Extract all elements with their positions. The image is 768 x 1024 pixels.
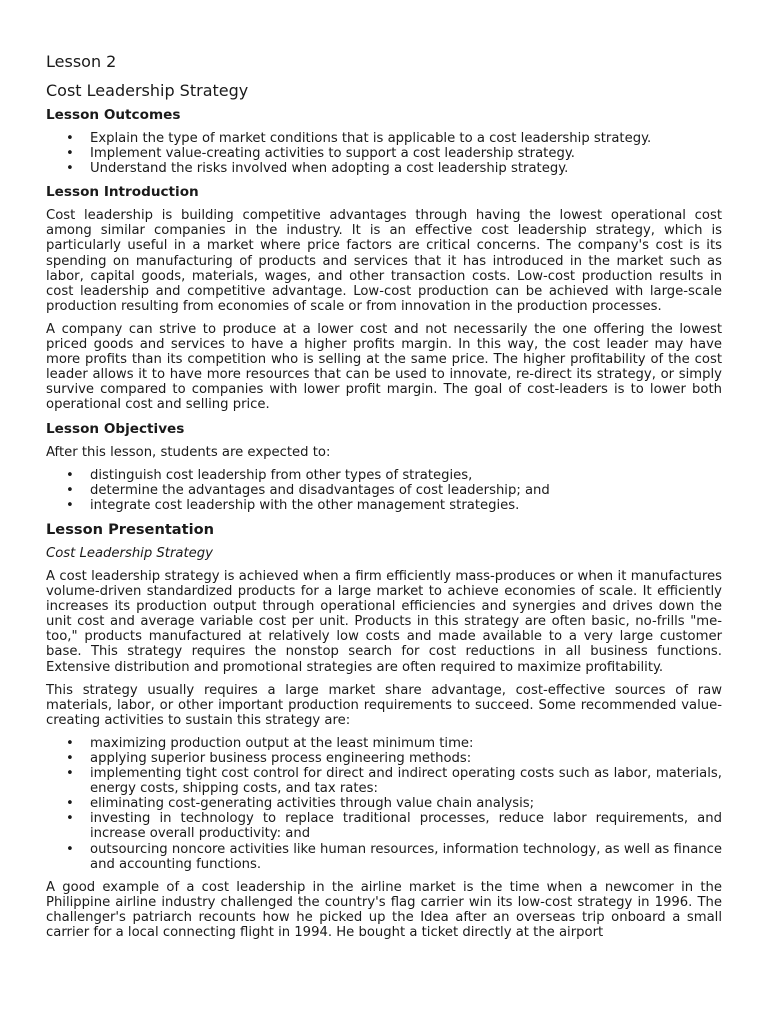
closing-paragraph: A good example of a cost leadership in the airline market is the time when a newcomer in the Philippine airline industry challenged the country's flag carrier win its low-cost strategy in 1996. The challenger's patriarch recounts how he picked up the Idea after an overseas trip onboard a small carrier for a local connecting flight in 1994. He bought a ticket directly at the airport xyxy=(46,879,722,941)
list-item: • applying superior business process engineering methods: xyxy=(90,751,722,766)
presentation-subheading: Cost Leadership Strategy xyxy=(46,545,213,561)
list-item: • Implement value-creating activities to support a cost leadership strategy. xyxy=(90,146,722,161)
activities-list xyxy=(46,736,722,872)
list-item: • outsourcing noncore activities like human resources, information technology, as well as finance and accounting functions. xyxy=(90,842,722,872)
lesson-title: Cost Leadership Strategy xyxy=(46,81,249,100)
introduction-paragraph: A company can strive to produce at a lower cost and not necessarily the one offering the lowest priced goods and services to have a higher profits margin. In this way, the cost leader may have more profits than its competition who is selling at the same price. The higher profitability of the cost leader allows it to have more resources that can be used to innovate, re-direct its strategy, or simply survive compared to companies with lower profit margin. The goal of cost-leaders is to lower both operational cost and selling price. xyxy=(46,321,722,413)
outcomes-heading: Lesson Outcomes xyxy=(46,107,181,123)
objectives-list xyxy=(46,468,722,513)
list-item: • determine the advantages and disadvantages of cost leadership; and xyxy=(90,483,722,498)
list-item: • Explain the type of market conditions that is applicable to a cost leadership strategy. xyxy=(90,131,722,146)
presentation-paragraph: A cost leadership strategy is achieved when a firm efficiently mass-produces or when it manufactures volume-driven standardized products for a large market to achieve economies of scale. It efficiently increases its production output through operational efficiencies and synergies and drives down the unit cost and average variable cost per unit. Products in this strategy are often basic, no-frills "me-too," products manufactured at relatively low costs and made available to a very large customer base. This strategy requires the nonstop search for cost reductions in all business functions. Extensive distribution and promotional strategies are often required to maximize profitability. xyxy=(46,568,722,675)
introduction-paragraph: Cost leadership is building competitive advantages through having the lowest operational cost among similar companies in the industry. It is an effective cost leadership strategy, which is particularly useful in a market where price factors are critical concerns. The company's cost is its spending on manufacturing of products and services that it has introduced in the market such as labor, capital goods, materials, wages, and other transaction costs. Low-cost production results in cost leadership and competitive advantage. Low-cost production can be achieved with large-scale production resulting from economies of scale or from innovation in the production processes. xyxy=(46,208,722,314)
lesson-number: Lesson 2 xyxy=(46,52,117,71)
objectives-intro: After this lesson, students are expected to: xyxy=(46,444,331,460)
list-item: • maximizing production output at the least minimum time: xyxy=(90,736,722,751)
outcomes-list xyxy=(46,131,722,176)
list-item: • investing in technology to replace traditional processes, reduce labor requirements, and increase overall productivity: and xyxy=(90,811,722,841)
presentation-heading: Lesson Presentation xyxy=(46,520,215,538)
list-item: • implementing tight cost control for direct and indirect operating costs such as labor, materials, energy costs, shipping costs, and tax rates: xyxy=(90,766,722,796)
list-item: • eliminating cost-generating activities through value chain analysis; xyxy=(90,796,722,811)
introduction-heading: Lesson Introduction xyxy=(46,184,199,201)
list-item: • Understand the risks involved when adopting a cost leadership strategy. xyxy=(90,161,722,176)
list-item: • distinguish cost leadership from other types of strategies, xyxy=(90,468,722,483)
list-item: • integrate cost leadership with the other management strategies. xyxy=(90,498,722,513)
objectives-heading: Lesson Objectives xyxy=(46,420,185,437)
presentation-paragraph: This strategy usually requires a large market share advantage, cost-effective sources of raw materials, labor, or other important production requirements to succeed. Some recommended value-creating activities to sustain this strategy are: xyxy=(46,682,722,728)
